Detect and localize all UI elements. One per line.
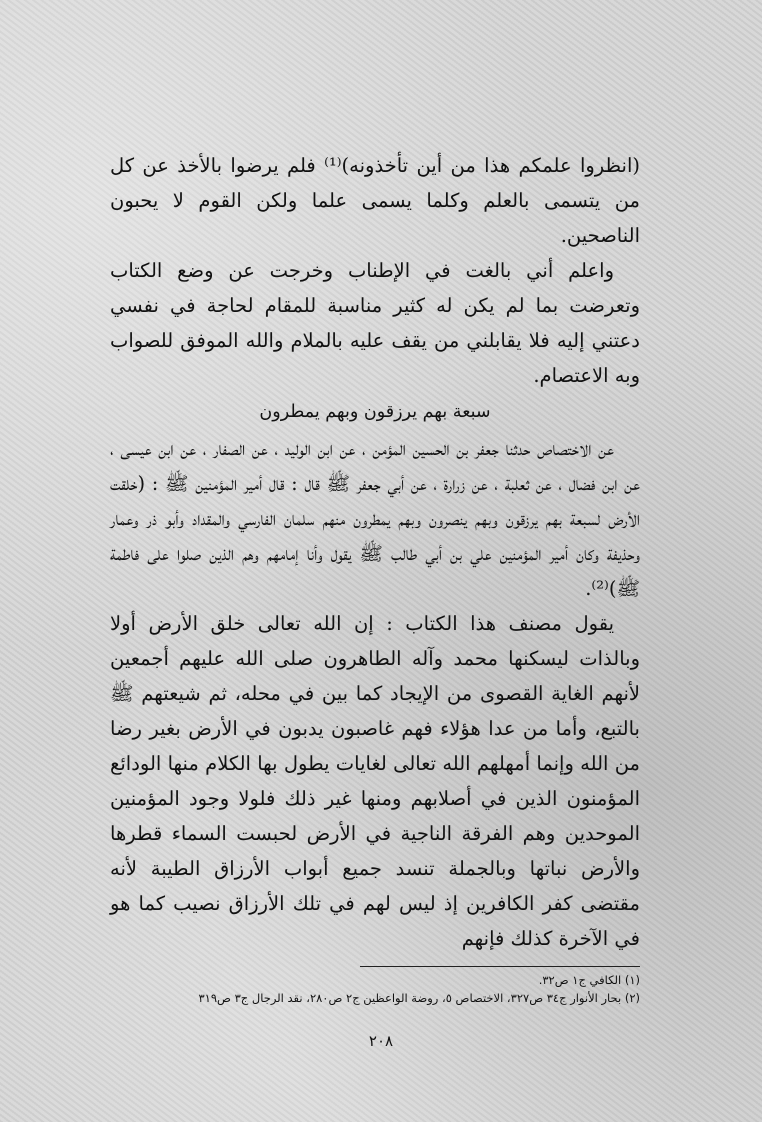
paragraph-3: عن الاختصاص حدثنا جعفر بن الحسين المؤمن ، عن ابن الوليد ، عن الصفار ، عن ابن عيسى ، عن ابن فضال ، عن ثعلبة ، عن زرارة ، عن أبي جعفر ﷺ قال : قال أمير المؤمنين ﷺ : (خلقت الأرض لسبعة بهم يرزقون وبهم ينصرون وبهم يمطرون منهم سلمان الفارسي والمقداد وأبو ذر وعمار وحذيفة وكان أمير المؤمنين علي بن أبي طالب ﷺ يقول وأنا إمامهم وهم الذين صلوا على فاطمة ﷺ)⁽²⁾. [110,437,640,600]
section-heading: سبعة بهم يرزقون وبهم يمطرون [259,402,491,422]
footnote-1: (١) الكافي ج١ ص٣٢. [538,973,640,987]
page-body [110,148,640,1007]
footnote-2: (٢) بحار الأنوار ج٣٤ ص٣٢٧، الاختصاص ٥، روضة الواعظين ج٢ ص٢٨٠، نقد الرجال ج٣ ص٣١٩ [198,991,640,1005]
footnote-divider [360,966,640,967]
footnotes [110,971,640,1007]
paragraph-4: يقول مصنف هذا الكتاب : إن الله تعالى خلق الأرض أولا وبالذات ليسكنها محمد وآله الطاهرون صلى الله عليهم أجمعين لأنهم الغاية القصوى من الإيجاد كما بين في محله، ثم شيعتهم ﷺ بالتبع، وأما من عدا هؤلاء فهم غاصبون يدبون في الأرض بغير رضا من الله وإنما أمهلهم الله تعالى لغايات يطول بها الكلام منها الودائع المؤمنون الذين في أصلابهم ومنها غير ذلك فلولا وجود المؤمنين الموحدين وهم الفرقة الناجية في الأرض لحبست السماء قطرها والأرض نباتها وبالجملة تنسد جميع أبواب الأرزاق الطيبة لأنه مقتضى كفر الكافرين إذ ليس لهم في تلك الأرزاق نصيب كما هو في الآخرة كذلك فإنهم [110,612,640,950]
page-number: ٢٠٨ [368,1032,394,1050]
paragraph-2: واعلم أني بالغت في الإطناب وخرجت عن وضع الكتاب وتعرضت بما لم يكن له كثير مناسبة للمقام لحاجة في نفسي دعتني إليه فلا يقابلني من يقف عليه بالملام والله الموفق للصواب وبه الاعتصام. [110,259,640,387]
paragraph-1: (انظروا علمكم هذا من أين تأخذونه)⁽¹⁾ فلم يرضوا بالأخذ عن كل من يتسمى بالعلم وكلما يسمى علما ولكن القوم لا يحبون الناصحين. [110,154,640,247]
